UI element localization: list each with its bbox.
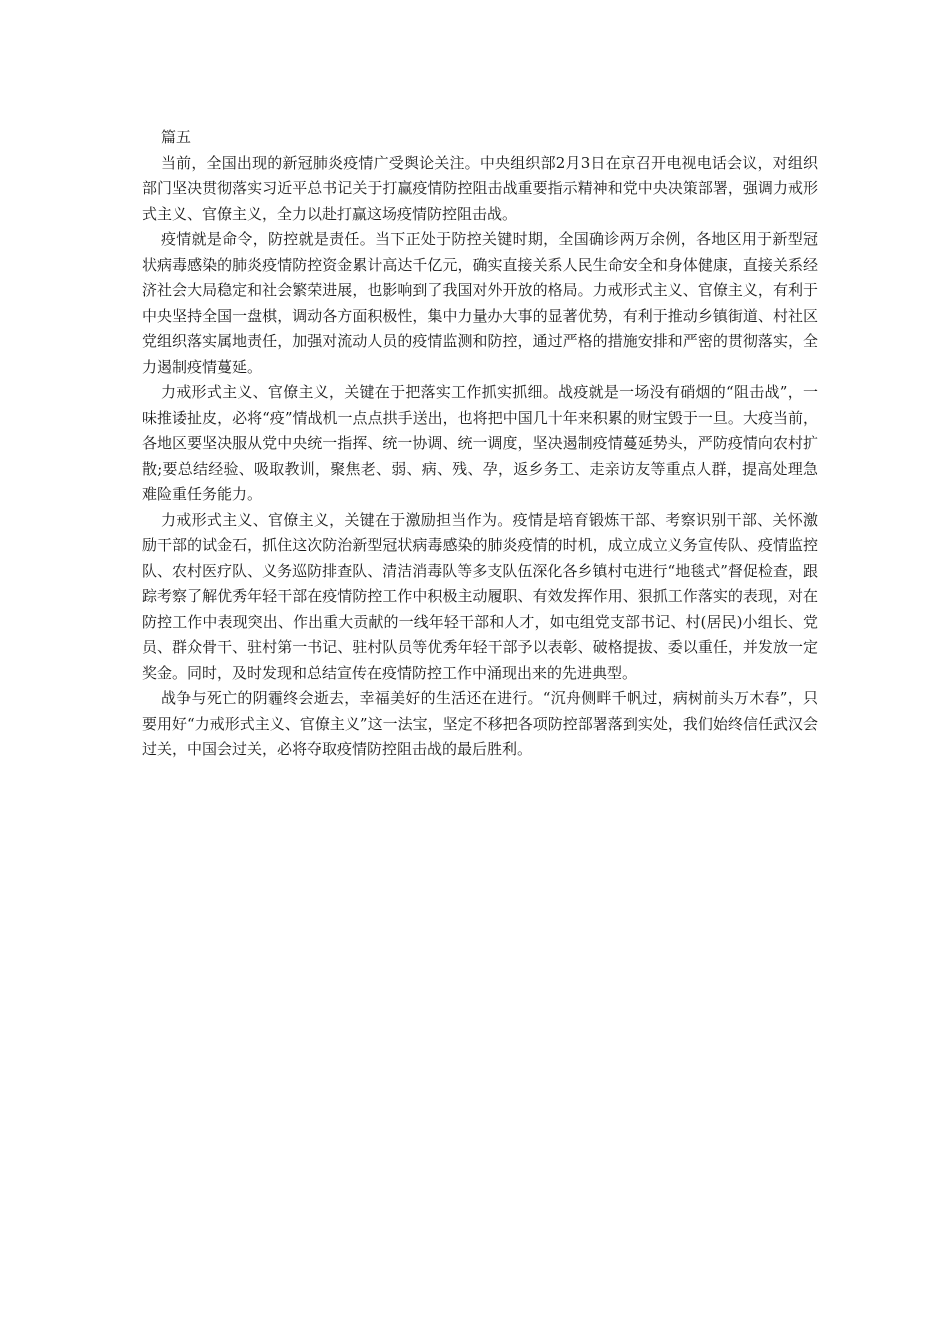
paragraph-3: 力戒形式主义、官僚主义，关键在于把落实工作抓实抓细。战疫就是一场没有硝烟的“阻击战”，一味推诿扯皮，必将“疫”情战机一点点拱手送出，也将把中国几十年来积累的财宝毁于一旦。大疫当前，各地区要坚决服从党中央统一指挥、统一协调、统一调度，坚决遏制疫情蔓延势头，严防疫情向农村扩散;要总结经验、吸取教训，聚焦老、弱、病、残、孕，返乡务工、走亲访友等重点人群，提高处理急难险重任务能力。 — [142, 383, 818, 503]
document-body — [142, 125, 818, 763]
section-heading: 篇五 — [161, 128, 192, 146]
paragraph-1: 当前，全国出现的新冠肺炎疫情广受舆论关注。中央组织部2月3日在京召开电视电话会议，对组织部门坚决贯彻落实习近平总书记关于打赢疫情防控阻击战重要指示精神和党中央决策部署，强调力戒形式主义、官僚主义，全力以赴打赢这场疫情防控阻击战。 — [142, 153, 818, 223]
paragraph-5: 战争与死亡的阴霾终会逝去，幸福美好的生活还在进行。“沉舟侧畔千帆过，病树前头万木春”，只要用好“力戒形式主义、官僚主义”这一法宝，坚定不移把各项防控部署落到实处，我们始终信任武汉会过关，中国会过关，必将夺取疫情防控阻击战的最后胜利。 — [142, 689, 818, 758]
paragraph-2: 疫情就是命令，防控就是责任。当下正处于防控关键时期，全国确诊两万余例，各地区用于新型冠状病毒感染的肺炎疫情防控资金累计高达千亿元，确实直接关系人民生命安全和身体健康，直接关系经济社会大局稳定和社会繁荣进展，也影响到了我国对外开放的格局。力戒形式主义、官僚主义，有利于中央坚持全国一盘棋，调动各方面积极性，集中力量办大事的显著优势，有利于推动乡镇街道、村社区党组织落实属地责任，加强对流动人员的疫情监测和防控，通过严格的措施安排和严密的贯彻落实，全力遏制疫情蔓延。 — [142, 230, 818, 376]
paragraph-4: 力戒形式主义、官僚主义，关键在于激励担当作为。疫情是培育锻炼干部、考察识别干部、关怀激励干部的试金石，抓住这次防治新型冠状病毒感染的肺炎疫情的时机，成立成立义务宣传队、疫情监控队、农村医疗队、义务巡防排查队、清洁消毒队等多支队伍深化各乡镇村屯进行“地毯式”督促检查，跟踪考察了解优秀年轻干部在疫情防控工作中积极主动履职、有效发挥作用、狠抓工作落实的表现，对在防控工作中表现突出、作出重大贡献的一线年轻干部和人才，如屯组党支部书记、村(居民)小组长、党员、群众骨干、驻村第一书记、驻村队员等优秀年轻干部予以表彰、破格提拔、委以重任，并发放一定奖金。同时，及时发现和总结宣传在疫情防控工作中涌现出来的先进典型。 — [142, 510, 818, 682]
